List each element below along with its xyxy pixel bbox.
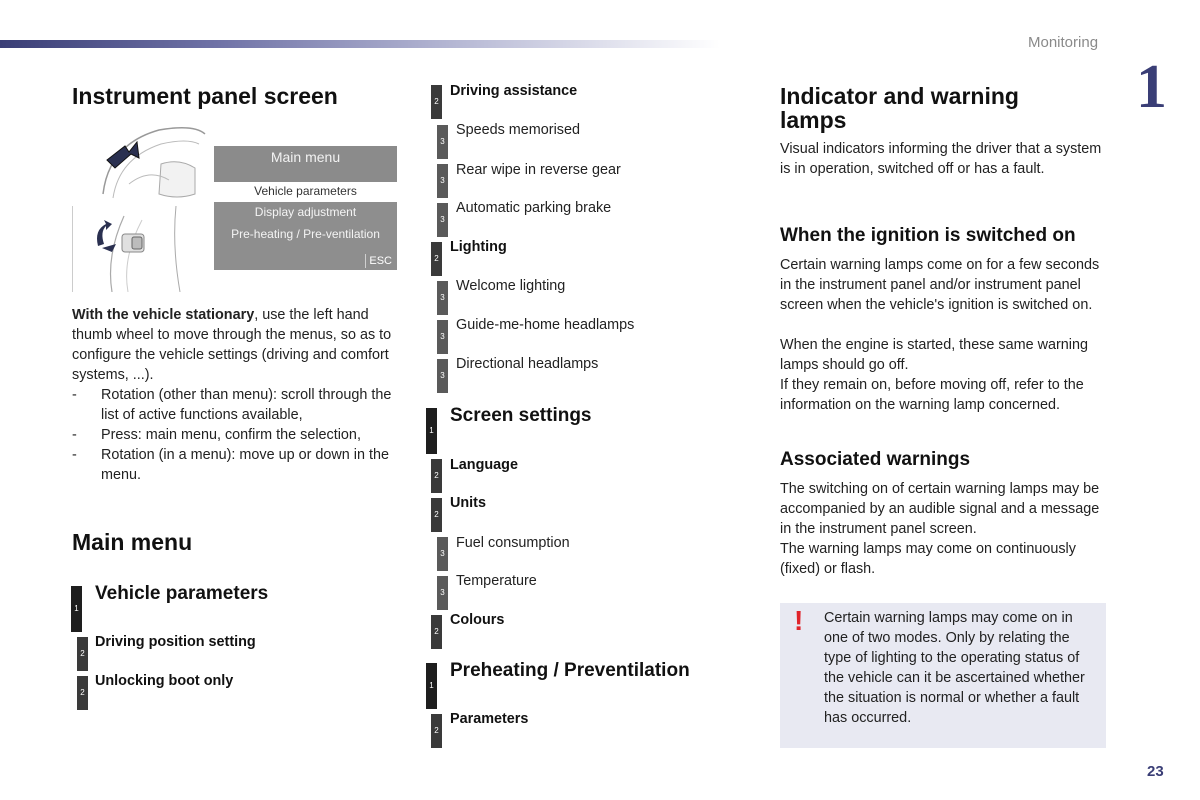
level-marker: 3	[437, 203, 448, 237]
intro-text: , use the left hand thumb wheel to move through the menus, so as to configure the vehicle settings (driving and comfort systems, ...).	[72, 307, 392, 383]
level-marker: 3	[437, 537, 448, 571]
driving-position-setting-item: Driving position setting	[95, 634, 256, 650]
header-accent-bar	[0, 40, 720, 48]
vehicle-parameters-heading: Vehicle parameters	[95, 583, 269, 604]
instrument-panel-title: Instrument panel screen	[72, 83, 338, 109]
level-marker: 2	[431, 615, 442, 649]
guide-me-home-item: Guide-me-home headlamps	[456, 317, 635, 333]
associated-warnings-heading: Associated warnings	[780, 449, 971, 470]
level-marker: 2	[431, 498, 442, 532]
level-marker: 1	[426, 663, 437, 709]
main-menu-title: Main menu	[72, 529, 193, 555]
warning-note-box	[780, 603, 1106, 748]
associated-paragraph-1: The switching on of certain warning lamps may be accompanied by an audible signal and a message in the instrument panel screen.	[780, 481, 1100, 537]
intro-bold: With the vehicle stationary	[72, 307, 255, 323]
page-number: 23	[1147, 763, 1164, 780]
parameters-item: Parameters	[450, 711, 529, 727]
driving-assistance-item: Driving assistance	[450, 83, 578, 99]
speeds-memorised-item: Speeds memorised	[456, 122, 580, 138]
level-marker: 1	[71, 586, 82, 632]
screen-option-pre-heating: Pre-heating / Pre-ventilation	[214, 222, 397, 254]
instruction-list	[72, 385, 402, 485]
directional-headlamps-item: Directional headlamps	[456, 356, 599, 372]
fuel-consumption-item: Fuel consumption	[456, 535, 570, 551]
exclamation-icon: !	[794, 605, 804, 636]
list-item: - Rotation (in a menu): move up or down in the menu.	[72, 447, 389, 483]
level-marker: 3	[437, 164, 448, 198]
colours-item: Colours	[450, 612, 505, 628]
level-marker: 2	[77, 637, 88, 671]
intro-paragraph	[72, 305, 402, 385]
level-marker: 2	[431, 714, 442, 748]
level-marker: 2	[431, 242, 442, 276]
level-marker: 2	[77, 676, 88, 710]
screen-esc-label: ESC	[365, 254, 395, 268]
units-item: Units	[450, 495, 486, 511]
parking-brake-item: Automatic parking brake	[456, 200, 612, 216]
warning-lamps-title: Indicator and warning lamps	[780, 83, 1019, 133]
chapter-number: 1	[1136, 53, 1167, 121]
ignition-heading: When the ignition is switched on	[780, 225, 1076, 246]
preheating-heading: Preheating / Preventilation	[450, 660, 690, 681]
level-marker: 2	[431, 85, 442, 119]
lighting-item: Lighting	[450, 239, 507, 255]
steering-wheel-illustration	[99, 124, 207, 206]
list-item: - Rotation (other than menu): scroll through the list of active functions available,	[72, 387, 392, 423]
thumb-wheel-illustration	[72, 206, 182, 292]
warning-lamps-intro: Visual indicators informing the driver that a system is in operation, switched off or has a fault.	[780, 141, 1102, 177]
screen-option-display-adjustment: Display adjustment	[214, 202, 397, 222]
level-marker: 1	[426, 408, 437, 454]
unlocking-boot-item: Unlocking boot only	[95, 673, 234, 689]
level-marker: 3	[437, 576, 448, 610]
screen-option-vehicle-parameters: Vehicle parameters	[214, 182, 397, 200]
welcome-lighting-item: Welcome lighting	[456, 278, 566, 294]
level-marker: 3	[437, 125, 448, 159]
screen-settings-heading: Screen settings	[450, 405, 592, 426]
temperature-item: Temperature	[456, 573, 537, 589]
level-marker: 3	[437, 320, 448, 354]
associated-paragraph-2: The warning lamps may come on continuously (fixed) or flash.	[780, 541, 1076, 577]
rear-wipe-item: Rear wipe in reverse gear	[456, 162, 621, 178]
ignition-paragraph-1: Certain warning lamps come on for a few seconds in the instrument panel and/or instrument panel screen when the vehicle's ignition is switched on.	[780, 257, 1100, 313]
ignition-paragraph-2: When the engine is started, these same warning lamps should go off.	[780, 337, 1088, 373]
list-item: - Press: main menu, confirm the selection,	[72, 427, 361, 443]
level-marker: 2	[431, 459, 442, 493]
instrument-panel-screen	[214, 146, 397, 270]
language-item: Language	[450, 457, 518, 473]
level-marker: 3	[437, 281, 448, 315]
warning-note-text: Certain warning lamps may come on in one of two modes. Only by relating the type of lighting to the operating status of the vehicle can it be ascertained whether the situation is normal or whether a fault has occurred.	[824, 610, 1085, 726]
screen-menu-title: Main menu	[214, 146, 397, 182]
level-marker: 3	[437, 359, 448, 393]
ignition-paragraph-3: If they remain on, before moving off, refer to the information on the warning lamp concerned.	[780, 377, 1084, 413]
section-label: Monitoring	[1028, 34, 1099, 51]
